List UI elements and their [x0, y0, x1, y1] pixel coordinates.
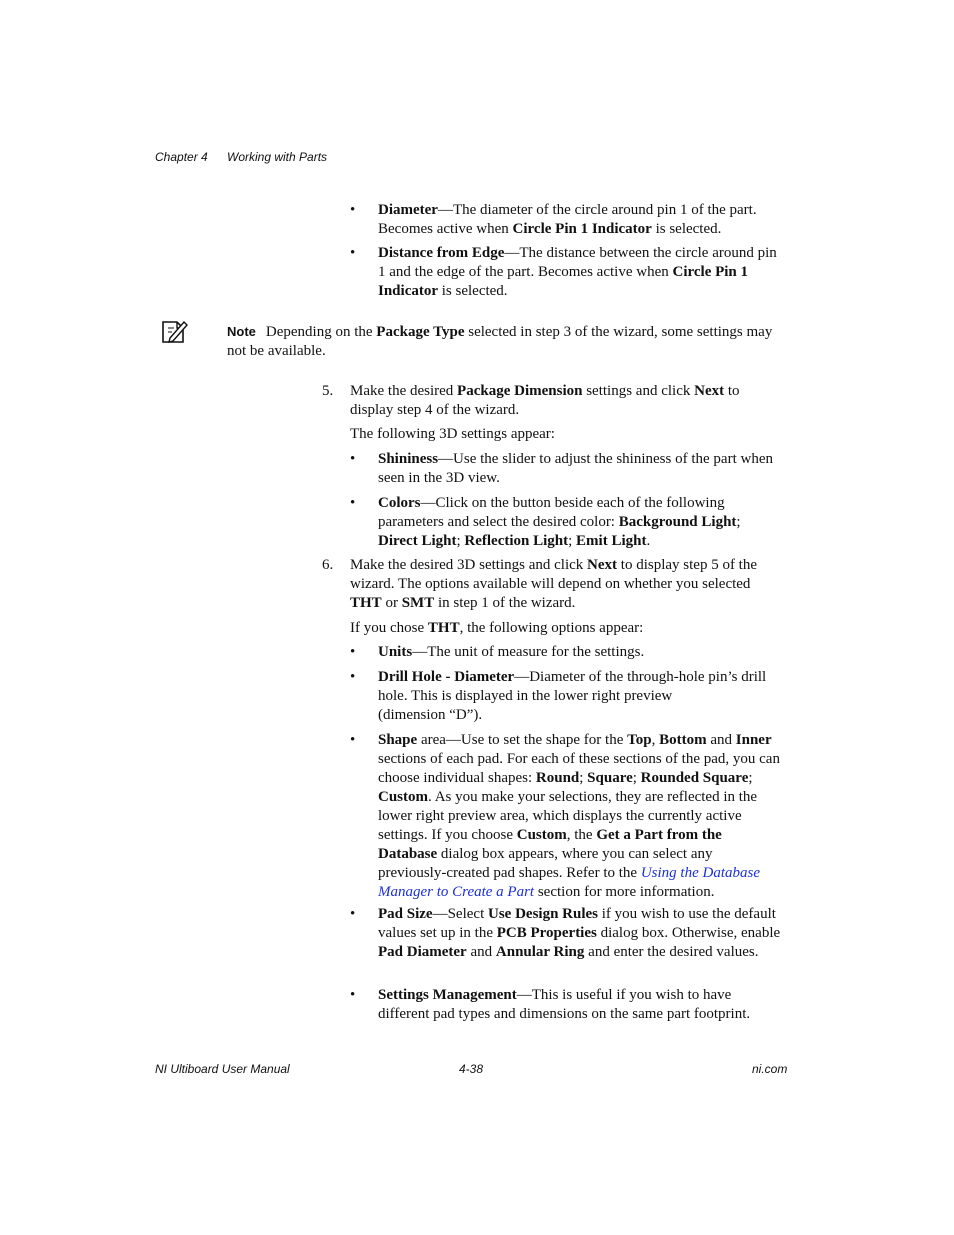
term: Use Design Rules: [488, 906, 599, 922]
text: dialog box appears, where you can select any previously-created pad shapes. Refer to the: [378, 846, 713, 881]
term: THT: [427, 620, 460, 636]
term: Bottom: [659, 732, 707, 748]
text: —The distance between the circle around pin 1 and the edge of the part. Becomes active when: [378, 245, 777, 280]
step-number: 5.: [322, 383, 334, 399]
term: Emit Light: [576, 533, 647, 549]
text: —Use the slider to adjust the shininess of the part when seen in the 3D view.: [378, 451, 773, 486]
step-5-intro: The following 3D settings appear:: [350, 426, 555, 442]
bullet-marker: •: [350, 495, 356, 511]
term: Annular Ring: [495, 944, 585, 960]
term: Diameter: [378, 202, 438, 218]
text: dialog box. Otherwise, enable: [596, 925, 781, 941]
term: Circle Pin 1 Indicator: [512, 221, 652, 237]
text: If you chose: [350, 620, 428, 636]
text: Depending on the: [265, 324, 377, 340]
term: Pad Size: [378, 906, 433, 922]
term: Direct Light: [378, 533, 457, 549]
text: section for more information.: [534, 884, 715, 900]
term: Package Type: [376, 324, 465, 340]
step-6-intro: [350, 619, 760, 638]
text: , the following options appear:: [459, 620, 644, 636]
term: Custom: [516, 827, 567, 843]
term: Circle Pin 1 Indicator: [378, 264, 749, 299]
bullet-marker: •: [350, 245, 356, 261]
page-number: 4-38: [459, 1062, 484, 1076]
text: —Click on the button beside each of the following parameters and select the desired color:: [378, 495, 725, 530]
term: Round: [535, 770, 580, 786]
term: Reflection Light: [464, 533, 569, 549]
term: Get a Part from the Database: [378, 827, 722, 862]
text: —Select: [432, 906, 488, 922]
term: Inner: [735, 732, 772, 748]
text: (dimension “D”).: [378, 707, 483, 723]
term: Pad Diameter: [378, 944, 467, 960]
term: Settings Management: [378, 987, 517, 1003]
text: Make the desired 3D settings and click: [350, 557, 588, 573]
text: is selected.: [651, 221, 722, 237]
footer-website: ni.com: [752, 1062, 788, 1076]
running-header-chapter: Chapter 4: [155, 150, 208, 164]
term: THT: [350, 595, 382, 611]
bullet-marker: •: [350, 732, 356, 748]
text: to display step 4 of the wizard.: [350, 383, 740, 418]
bullet-marker: •: [350, 644, 356, 660]
bullet-marker: •: [350, 906, 356, 922]
text: Make the desired: [350, 383, 458, 399]
term: Drill Hole - Diameter: [378, 669, 515, 685]
text: settings and click: [582, 383, 695, 399]
running-header-title: Working with Parts: [227, 150, 328, 164]
term: Shininess: [378, 451, 439, 467]
footer-manual-title: NI Ultiboard User Manual: [155, 1062, 290, 1076]
text: if you wish to use the default values set up in the: [378, 906, 776, 941]
step-number: 6.: [322, 557, 334, 573]
term: Next: [694, 383, 725, 399]
term: PCB Properties: [496, 925, 597, 941]
bullet-marker: •: [350, 451, 356, 467]
text: —The unit of measure for the settings.: [412, 644, 645, 660]
term: SMT: [401, 595, 435, 611]
note-label: Note: [227, 324, 256, 339]
text: to display step 5 of the wizard. The options available will depend on whether you selected: [350, 557, 758, 592]
text: area—Use to set the shape for the: [417, 732, 628, 748]
term: Colors: [378, 495, 421, 511]
bullet-marker: •: [350, 987, 356, 1003]
term: Custom: [378, 789, 429, 805]
text: —The diameter of the circle around pin 1 of the part. Becomes active when: [378, 202, 757, 237]
note-icon: [160, 318, 190, 346]
text: sections of each pad. For each of these sections of the pad, you can choose individual shapes:: [378, 751, 780, 786]
text: selected in step 3 of the wizard, some settings may not be available.: [227, 324, 773, 359]
term: Package Dimension: [457, 383, 583, 399]
text: , the: [566, 827, 597, 843]
text: —This is useful if you wish to have different pad types and dimensions on the same part footprint.: [378, 987, 751, 1022]
bullet-marker: •: [350, 202, 356, 218]
text: or: [381, 595, 402, 611]
cross-reference-link[interactable]: Using the Database Manager to Create a Part: [378, 865, 760, 900]
text: and enter the desired values.: [584, 944, 759, 960]
text: in step 1 of the wizard.: [434, 595, 576, 611]
term: Shape: [378, 732, 418, 748]
term: Background Light: [618, 514, 737, 530]
text: and: [466, 944, 496, 960]
text: is selected.: [438, 283, 508, 299]
text: and: [706, 732, 736, 748]
term: Units: [378, 644, 413, 660]
term: Top: [627, 732, 652, 748]
term: Next: [587, 557, 618, 573]
text: —Diameter of the through-hole pin’s drill hole. This is displayed in the lower right preview: [378, 669, 767, 704]
term: Rounded Square: [640, 770, 749, 786]
bullet-marker: •: [350, 669, 356, 685]
note-paragraph: [227, 322, 787, 361]
text: . As you make your selections, they are reflected in the lower right preview area, which displays the currently active settings. If you choose: [378, 789, 758, 843]
term: Distance from Edge: [378, 245, 505, 261]
term: Square: [587, 770, 633, 786]
